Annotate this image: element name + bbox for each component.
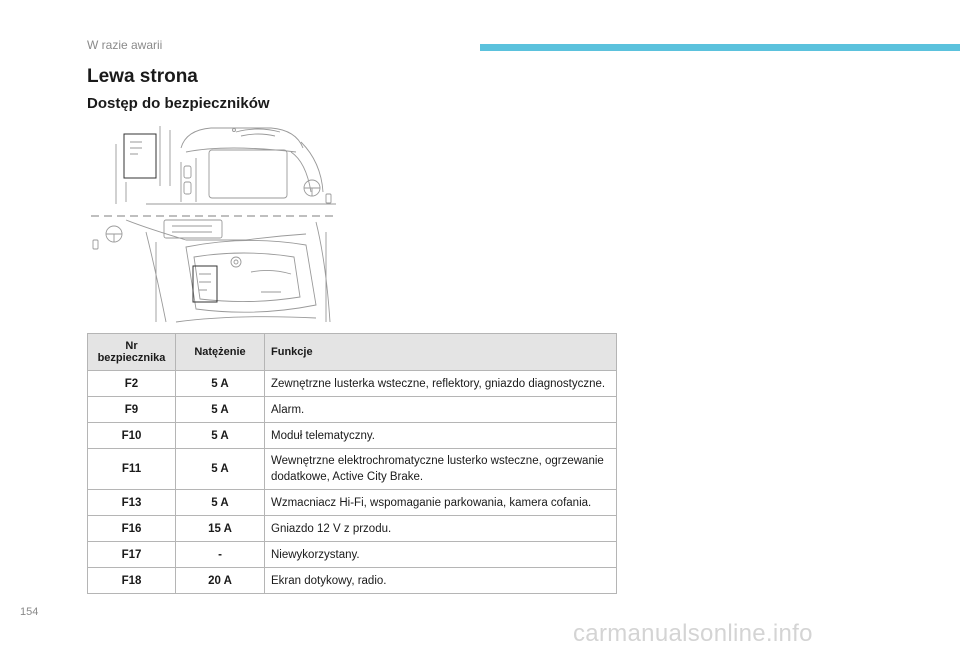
table-row xyxy=(88,542,617,568)
fuse-number-cell: F17 xyxy=(88,542,176,568)
dashboard-lower-view xyxy=(126,220,330,322)
current-cell: 5 A xyxy=(176,449,265,490)
fuse-box-location-illustration xyxy=(86,122,344,328)
table-row xyxy=(88,568,617,594)
page-subtitle: Dostęp do bezpieczników xyxy=(87,95,270,112)
section-label: W razie awarii xyxy=(87,38,163,52)
table-row xyxy=(88,423,617,449)
function-cell: Gniazdo 12 V z przodu. xyxy=(265,516,617,542)
fuse-number-cell: F13 xyxy=(88,490,176,516)
page-number: 154 xyxy=(20,606,39,618)
fuse-number-cell: F11 xyxy=(88,449,176,490)
fuse-number-cell: F9 xyxy=(88,397,176,423)
current-cell: 15 A xyxy=(176,516,265,542)
table-row xyxy=(88,490,617,516)
current-cell: - xyxy=(176,542,265,568)
current-cell: 20 A xyxy=(176,568,265,594)
header-current: Natężenie xyxy=(176,334,265,371)
function-cell: Wzmacniacz Hi-Fi, wspomaganie parkowania, kamera cofania. xyxy=(265,490,617,516)
function-cell: Alarm. xyxy=(265,397,617,423)
fuse-number-cell: F2 xyxy=(88,371,176,397)
table-row xyxy=(88,449,617,490)
function-cell: Zewnętrzne lusterka wsteczne, reflektory, gniazdo diagnostyczne. xyxy=(265,371,617,397)
fuse-number-cell: F18 xyxy=(88,568,176,594)
page-title: Lewa strona xyxy=(87,66,198,87)
function-cell: Niewykorzystany. xyxy=(265,542,617,568)
fuse-table xyxy=(87,333,617,594)
table-row xyxy=(88,371,617,397)
dashboard-upper-view xyxy=(116,126,336,204)
fuse-number-cell: F10 xyxy=(88,423,176,449)
lhd-steering-wheel-icon xyxy=(93,226,122,249)
table-row xyxy=(88,516,617,542)
watermark: carmanualsonline.info xyxy=(573,620,813,647)
header-fuse-number-line1: Nr xyxy=(125,340,138,352)
function-cell: Moduł telematyczny. xyxy=(265,423,617,449)
current-cell: 5 A xyxy=(176,371,265,397)
table-row xyxy=(88,397,617,423)
header-fuse-number xyxy=(88,334,176,371)
current-cell: 5 A xyxy=(176,490,265,516)
function-cell: Ekran dotykowy, radio. xyxy=(265,568,617,594)
fuse-number-cell: F16 xyxy=(88,516,176,542)
header-functions: Funkcje xyxy=(265,334,617,371)
current-cell: 5 A xyxy=(176,423,265,449)
header-fuse-number-line2: bezpiecznika xyxy=(97,352,166,364)
current-cell: 5 A xyxy=(176,397,265,423)
table-header-row xyxy=(88,334,617,371)
header-accent-bar xyxy=(480,44,960,51)
rhd-steering-wheel-icon xyxy=(304,180,331,203)
function-cell: Wewnętrzne elektrochromatyczne lusterko wsteczne, ogrzewanie dodatkowe, Active City Brake. xyxy=(265,449,617,490)
